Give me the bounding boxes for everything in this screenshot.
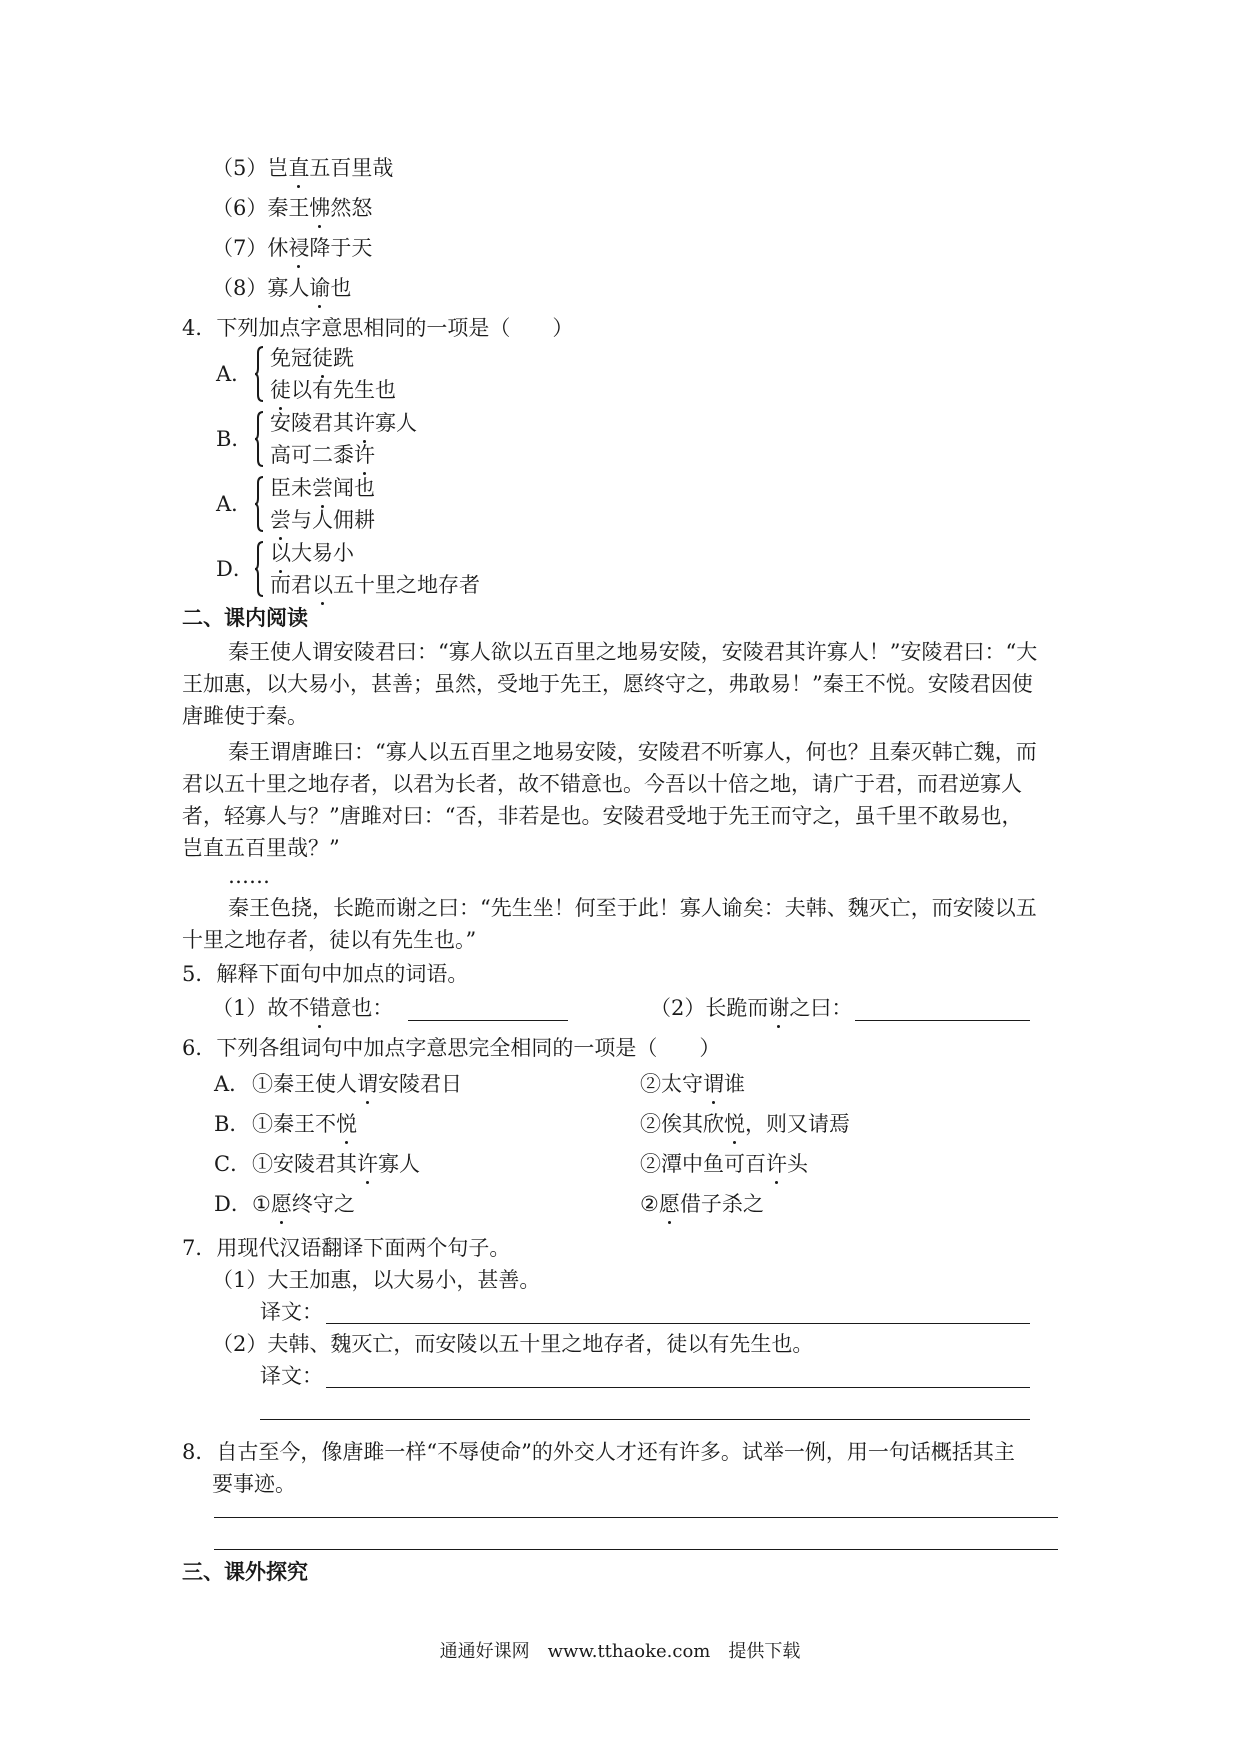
passage-p2-line3: 者，轻寡人与？”唐雎对曰：“否，非若是也。安陵君受地于先王而守之，虽千里不敢易也，	[182, 804, 1023, 828]
q3-item-6: （6）秦王怫然怒	[212, 196, 373, 220]
q7-answer-line-1[interactable]	[326, 1323, 1030, 1324]
q4-option-b-line1: 安陵君其许寡人	[270, 411, 417, 435]
q8-answer-line-1[interactable]	[214, 1517, 1058, 1518]
passage-p2-line1: 秦王谓唐雎曰：“寡人以五百里之地易安陵，安陵君不听寡人，何也？且秦灭韩亡魏，而	[228, 740, 1037, 764]
q4-option-b-line2: 高可二黍许	[270, 443, 375, 467]
passage-p1-line2: 王加惠，以大易小，甚善；虽然，受地于先王，愿终守之，弗敢易！”秦王不悦。安陵君因使	[182, 672, 1033, 696]
section-3-title: 三、课外探究	[182, 1559, 308, 1584]
q4-option-a-line2: 徒以有先生也	[270, 378, 396, 402]
q6-option-c-letter: C．	[214, 1152, 252, 1176]
q4-stem: 4．下列加点字意思相同的一项是（ ）	[182, 316, 574, 340]
q6-option-a-left: ①秦王使人谓安陵君日	[252, 1072, 462, 1096]
page-footer: 通通好课网 www.tthaoke.com 提供下载	[439, 1641, 801, 1662]
q5-answer-line-2[interactable]	[855, 1020, 1030, 1021]
passage-ellipsis: ……	[228, 864, 270, 888]
passage-p1-line3: 唐雎使于秦。	[182, 704, 308, 728]
q6-option-d-letter: D．	[214, 1192, 252, 1216]
q8-answer-line-2[interactable]	[214, 1549, 1058, 1550]
q4-option-d-letter: D．	[216, 557, 254, 581]
q6-stem: 6．下列各组词句中加点字意思完全相同的一项是（ ）	[182, 1036, 721, 1060]
q6-option-c-left: ①安陵君其许寡人	[252, 1152, 420, 1176]
section-2-title: 二、课内阅读	[182, 605, 308, 630]
left-brace-icon	[254, 411, 264, 467]
q6-option-b-right: ②俟其欣悦，则又请焉	[640, 1112, 850, 1136]
q4-option-d-line2: 而君以五十里之地存者	[270, 573, 480, 597]
q5-answer-line-1[interactable]	[408, 1020, 568, 1021]
passage-p3-line1: 秦王色挠，长跪而谢之曰：“先生坐！何至于此！寡人谕矣：夫韩、魏灭亡，而安陵以五	[228, 896, 1037, 920]
q4-option-b-letter: B．	[216, 427, 253, 451]
q7-sentence-2: （2）夫韩、魏灭亡，而安陵以五十里之地存者，徒以有先生也。	[212, 1332, 814, 1356]
q6-option-a-right: ②太守谓谁	[640, 1072, 745, 1096]
q3-item-5: （5）岂直五百里哉	[212, 156, 394, 180]
q7-answer-line-2[interactable]	[326, 1387, 1030, 1388]
q6-option-d-right: ②愿借子杀之	[640, 1192, 764, 1216]
q8-stem-line1: 8．自古至今，像唐雎一样“不辱使命”的外交人才还有许多。试举一例，用一句话概括其主	[182, 1440, 1015, 1464]
q6-option-b-letter: B．	[214, 1112, 251, 1136]
q7-sentence-1: （1）大王加惠，以大易小，甚善。	[212, 1268, 541, 1292]
q5-item-1: （1）故不错意也：	[212, 996, 394, 1020]
passage-p2-line4: 岂直五百里哉？”	[182, 836, 340, 860]
q4-option-d-line1: 以大易小	[270, 541, 354, 565]
q3-item-8: （8）寡人谕也	[212, 276, 352, 300]
q7-translation-label-2: 译文：	[260, 1364, 323, 1388]
left-brace-icon	[254, 541, 264, 597]
q5-stem: 5．解释下面句中加点的词语。	[182, 962, 469, 986]
q7-translation-label-1: 译文：	[260, 1300, 323, 1324]
q6-option-a-letter: A．	[214, 1072, 251, 1096]
q4-option-c-letter: A．	[216, 492, 253, 516]
passage-p2-line2: 君以五十里之地存者，以君为长者，故不错意也。今吾以十倍之地，请广于君，而君逆寡人	[182, 772, 1022, 796]
left-brace-icon	[254, 346, 264, 402]
q6-option-c-right: ②潭中鱼可百许头	[640, 1152, 808, 1176]
q7-stem: 7．用现代汉语翻译下面两个句子。	[182, 1236, 511, 1260]
q8-stem-line2: 要事迹。	[212, 1472, 296, 1496]
q4-option-c-line2: 尝与人佣耕	[270, 508, 375, 532]
q7-answer-line-3[interactable]	[260, 1419, 1030, 1420]
q6-option-d-left: ①愿终守之	[252, 1192, 355, 1216]
q3-item-7: （7）休祲降于天	[212, 236, 373, 260]
q4-option-a-line1: 免冠徒跣	[270, 346, 354, 370]
q4-option-c-line1: 臣未尝闻也	[270, 476, 375, 500]
q6-option-b-left: ①秦王不悦	[252, 1112, 357, 1136]
passage-p1-line1: 秦王使人谓安陵君曰：“寡人欲以五百里之地易安陵，安陵君其许寡人！”安陵君曰：“大	[228, 640, 1038, 664]
left-brace-icon	[254, 476, 264, 532]
q5-item-2: （2）长跪而谢之曰：	[650, 996, 853, 1020]
passage-p3-line2: 十里之地存者，徒以有先生也。”	[182, 928, 477, 952]
q4-option-a-letter: A．	[216, 362, 253, 386]
